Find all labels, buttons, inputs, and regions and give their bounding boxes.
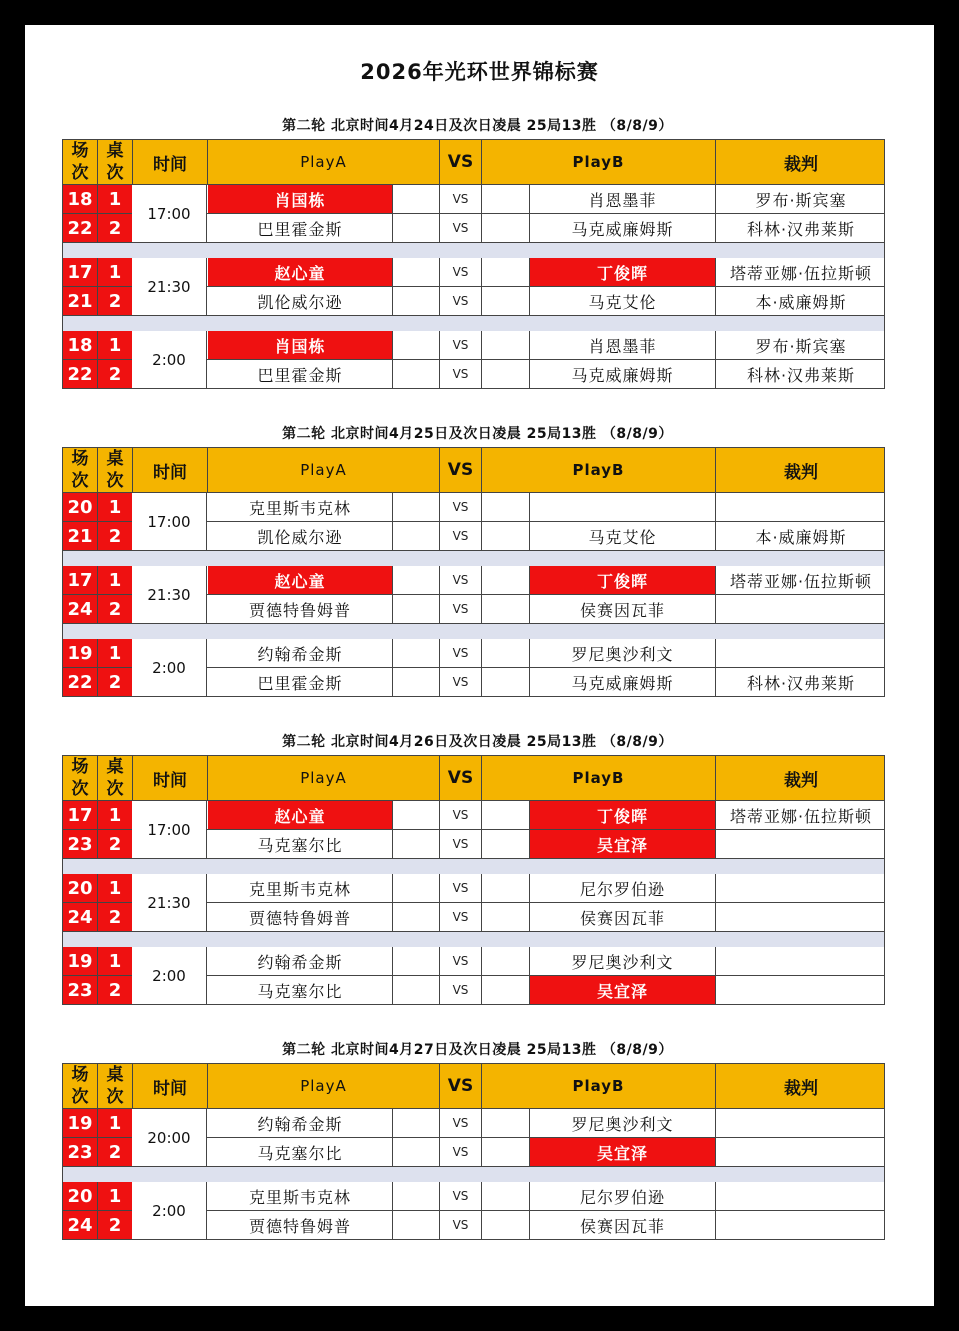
empty-cell: [393, 566, 440, 594]
empty-cell: [393, 1211, 440, 1239]
table-number: 2: [98, 1138, 133, 1166]
empty-cell: [482, 360, 530, 388]
header-label: 场: [71, 1065, 89, 1085]
header-label: 次: [71, 163, 89, 183]
player-b-name: 侯赛因瓦菲: [530, 595, 716, 623]
header-player-a: [208, 1064, 440, 1108]
vs-label: VS: [440, 801, 482, 829]
header-referee: [716, 140, 886, 184]
vs-label: VS: [440, 1138, 482, 1166]
session-group: [62, 258, 885, 316]
referee-name: [716, 595, 886, 623]
session-separator: [62, 859, 885, 874]
empty-cell: [482, 903, 530, 931]
player-a-name: 凯伦威尔逊: [208, 287, 393, 315]
header-label: 次: [106, 779, 124, 799]
referee-name: [716, 830, 886, 858]
empty-cell: [393, 258, 440, 286]
player-a-name: 肖国栋: [208, 185, 393, 213]
header-label: 次: [106, 471, 124, 491]
session-group: [62, 185, 885, 243]
referee-name: [716, 1138, 886, 1166]
table-number: 1: [98, 947, 133, 975]
empty-cell: [393, 214, 440, 242]
match-number: 18: [63, 331, 98, 359]
session-time: 17:00: [132, 801, 207, 859]
player-a-name: 马克塞尔比: [208, 976, 393, 1004]
empty-cell: [393, 947, 440, 975]
player-a-name: 巴里霍金斯: [208, 360, 393, 388]
player-b-name: [530, 493, 716, 521]
referee-name: 本·威廉姆斯: [755, 292, 847, 312]
match-number: 22: [63, 360, 98, 388]
player-b-name: 吴宜泽: [530, 830, 716, 858]
match-number: 17: [63, 801, 98, 829]
vs-label: VS: [440, 522, 482, 550]
empty-cell: [393, 522, 440, 550]
header-label: PlayA: [300, 153, 347, 171]
empty-cell: [482, 566, 530, 594]
vs-label: VS: [440, 830, 482, 858]
table-number: 1: [98, 801, 133, 829]
empty-cell: [482, 1182, 530, 1210]
player-b-name: 尼尔罗伯逊: [530, 1182, 716, 1210]
header-time: [133, 756, 208, 800]
session-time: 2:00: [132, 1182, 207, 1240]
header-time: [133, 1064, 208, 1108]
empty-cell: [393, 639, 440, 667]
referee-name: 塔蒂亚娜·伍拉斯顿: [729, 263, 873, 283]
session-separator: [62, 932, 885, 947]
empty-cell: [393, 595, 440, 623]
table-header: [62, 139, 885, 185]
header-label: 桌: [106, 1065, 124, 1085]
empty-cell: [393, 331, 440, 359]
empty-cell: [393, 287, 440, 315]
header-label: 次: [71, 779, 89, 799]
table-number: 1: [98, 639, 133, 667]
session-group: [62, 801, 885, 859]
vs-label: VS: [440, 360, 482, 388]
header-table-no: [98, 448, 133, 492]
vs-label: VS: [440, 1109, 482, 1137]
match-number: 24: [63, 903, 98, 931]
schedule-subtitle: 第二轮 北京时间4月26日及次日凌晨 25局13胜 （8/8/9）: [282, 734, 673, 750]
session-group: [62, 1182, 885, 1240]
header-label: 裁判: [784, 154, 818, 175]
header-table-no: [98, 1064, 133, 1108]
table-number: 2: [98, 360, 133, 388]
empty-cell: [482, 258, 530, 286]
player-b-name: 尼尔罗伯逊: [530, 874, 716, 902]
header-label: VS: [447, 1076, 474, 1096]
table-header: [62, 755, 885, 801]
table-number: 1: [98, 566, 133, 594]
header-label: 次: [106, 163, 124, 183]
player-b-name: 马克艾伦: [530, 287, 716, 315]
session-group: [62, 639, 885, 697]
header-player-a: [208, 140, 440, 184]
match-number: 24: [63, 1211, 98, 1239]
player-a-name: 约翰希金斯: [208, 639, 393, 667]
empty-cell: [393, 976, 440, 1004]
header-label: 桌: [106, 141, 124, 161]
match-number: 17: [63, 258, 98, 286]
referee-name: [716, 1211, 886, 1239]
session-time: 21:30: [132, 258, 207, 316]
empty-cell: [482, 639, 530, 667]
header-match-no: [63, 140, 98, 184]
empty-cell: [393, 1182, 440, 1210]
empty-cell: [393, 1109, 440, 1137]
empty-cell: [482, 185, 530, 213]
header-label: 裁判: [784, 1078, 818, 1099]
player-a-name: 约翰希金斯: [208, 947, 393, 975]
vs-label: VS: [440, 947, 482, 975]
empty-cell: [482, 874, 530, 902]
header-table-no: [98, 756, 133, 800]
page-title: 2026年光环世界锦标赛: [360, 60, 599, 84]
referee-name: 罗布·斯宾塞: [755, 336, 847, 356]
session-group: [62, 947, 885, 1005]
header-label: 场: [71, 449, 89, 469]
session-separator: [62, 1167, 885, 1182]
header-table-no: [98, 140, 133, 184]
match-number: 23: [63, 976, 98, 1004]
schedule-subtitle: 第二轮 北京时间4月24日及次日凌晨 25局13胜 （8/8/9）: [282, 118, 673, 134]
empty-cell: [482, 595, 530, 623]
header-label: 桌: [106, 757, 124, 777]
referee-name: [716, 947, 886, 975]
player-b-name: 罗尼奥沙利文: [530, 947, 716, 975]
referee-name: 塔蒂亚娜·伍拉斯顿: [729, 571, 873, 591]
referee-name: 罗布·斯宾塞: [755, 190, 847, 210]
empty-cell: [482, 1109, 530, 1137]
referee-name: 科林·汉弗莱斯: [746, 365, 856, 385]
referee-name: [716, 976, 886, 1004]
table-number: 2: [98, 903, 133, 931]
session-group: [62, 493, 885, 551]
header-label: 裁判: [784, 770, 818, 791]
player-b-name: 侯赛因瓦菲: [530, 1211, 716, 1239]
header-player-a: [208, 756, 440, 800]
vs-label: VS: [440, 639, 482, 667]
player-a-name: 马克塞尔比: [208, 1138, 393, 1166]
empty-cell: [393, 1138, 440, 1166]
schedule-section: [62, 113, 885, 389]
empty-cell: [482, 668, 530, 696]
session-time: 2:00: [132, 331, 207, 389]
vs-label: VS: [440, 668, 482, 696]
match-number: 21: [63, 522, 98, 550]
player-a-name: 克里斯韦克林: [208, 1182, 393, 1210]
referee-name: 科林·汉弗莱斯: [746, 219, 856, 239]
player-b-name: 吴宜泽: [530, 976, 716, 1004]
player-a-name: 巴里霍金斯: [208, 214, 393, 242]
match-number: 23: [63, 1138, 98, 1166]
match-number: 21: [63, 287, 98, 315]
player-b-name: 吴宜泽: [530, 1138, 716, 1166]
header-vs: [440, 140, 482, 184]
empty-cell: [482, 331, 530, 359]
header-player-b: [482, 1064, 716, 1108]
player-b-name: 丁俊晖: [530, 801, 716, 829]
session-separator: [62, 243, 885, 258]
header-vs: [440, 1064, 482, 1108]
schedule-subtitle: 第二轮 北京时间4月27日及次日凌晨 25局13胜 （8/8/9）: [282, 1042, 673, 1058]
header-label: PlayB: [572, 1077, 625, 1095]
table-number: 1: [98, 1182, 133, 1210]
player-a-name: 约翰希金斯: [208, 1109, 393, 1137]
header-label: PlayB: [572, 461, 625, 479]
schedule-subtitle: 第二轮 北京时间4月25日及次日凌晨 25局13胜 （8/8/9）: [282, 426, 673, 442]
match-number: 19: [63, 1109, 98, 1137]
session-separator: [62, 316, 885, 331]
player-a-name: 凯伦威尔逊: [208, 522, 393, 550]
player-b-name: 罗尼奥沙利文: [530, 639, 716, 667]
session-time: 21:30: [132, 566, 207, 624]
session-time: 17:00: [132, 493, 207, 551]
vs-label: VS: [440, 185, 482, 213]
table-number: 2: [98, 668, 133, 696]
referee-name: [716, 1109, 886, 1137]
header-match-no: [63, 448, 98, 492]
empty-cell: [393, 185, 440, 213]
match-number: 20: [63, 493, 98, 521]
session-group: [62, 331, 885, 389]
player-a-name: 赵心童: [208, 566, 393, 594]
empty-cell: [393, 801, 440, 829]
header-label: 次: [106, 1087, 124, 1107]
header-label: VS: [447, 768, 474, 788]
header-label: PlayA: [300, 1077, 347, 1095]
header-match-no: [63, 1064, 98, 1108]
session-separator: [62, 551, 885, 566]
table-number: 2: [98, 976, 133, 1004]
empty-cell: [482, 287, 530, 315]
player-b-name: 罗尼奥沙利文: [530, 1109, 716, 1137]
header-label: PlayB: [572, 153, 625, 171]
session-group: [62, 566, 885, 624]
referee-name: [716, 639, 886, 667]
match-number: 19: [63, 947, 98, 975]
header-label: PlayA: [300, 461, 347, 479]
header-label: 桌: [106, 449, 124, 469]
empty-cell: [482, 976, 530, 1004]
session-group: [62, 1109, 885, 1167]
match-number: 24: [63, 595, 98, 623]
referee-name: 塔蒂亚娜·伍拉斯顿: [729, 806, 873, 826]
session-time: 2:00: [132, 639, 207, 697]
vs-label: VS: [440, 976, 482, 1004]
header-label: 场: [71, 141, 89, 161]
vs-label: VS: [440, 595, 482, 623]
match-number: 20: [63, 874, 98, 902]
match-number: 23: [63, 830, 98, 858]
schedule-section: [62, 421, 885, 697]
player-a-name: 贾德特鲁姆普: [208, 1211, 393, 1239]
session-group: [62, 874, 885, 932]
table-number: 2: [98, 287, 133, 315]
vs-label: VS: [440, 287, 482, 315]
header-label: PlayA: [300, 769, 347, 787]
header-label: 次: [71, 471, 89, 491]
empty-cell: [482, 214, 530, 242]
match-number: 20: [63, 1182, 98, 1210]
header-label: 时间: [153, 1078, 187, 1099]
player-a-name: 肖国栋: [208, 331, 393, 359]
vs-label: VS: [440, 1211, 482, 1239]
referee-name: [716, 874, 886, 902]
referee-name: [716, 493, 886, 521]
vs-label: VS: [440, 493, 482, 521]
referee-name: 科林·汉弗莱斯: [746, 673, 856, 693]
empty-cell: [393, 903, 440, 931]
schedule-section: [62, 1037, 885, 1240]
header-label: VS: [447, 152, 474, 172]
player-a-name: 巴里霍金斯: [208, 668, 393, 696]
session-time: 21:30: [132, 874, 207, 932]
header-referee: [716, 448, 886, 492]
table-number: 1: [98, 331, 133, 359]
header-referee: [716, 756, 886, 800]
match-number: 22: [63, 214, 98, 242]
referee-name: [716, 1182, 886, 1210]
session-time: 17:00: [132, 185, 207, 243]
table-number: 1: [98, 185, 133, 213]
player-b-name: 侯赛因瓦菲: [530, 903, 716, 931]
match-number: 22: [63, 668, 98, 696]
player-b-name: 马克威廉姆斯: [530, 360, 716, 388]
header-time: [133, 140, 208, 184]
header-vs: [440, 756, 482, 800]
player-a-name: 克里斯韦克林: [208, 493, 393, 521]
empty-cell: [482, 493, 530, 521]
table-header: [62, 1063, 885, 1109]
player-a-name: 赵心童: [208, 801, 393, 829]
header-label: VS: [447, 460, 474, 480]
table-number: 2: [98, 595, 133, 623]
referee-name: 本·威廉姆斯: [755, 527, 847, 547]
table-number: 1: [98, 1109, 133, 1137]
header-vs: [440, 448, 482, 492]
player-a-name: 贾德特鲁姆普: [208, 903, 393, 931]
header-label: 时间: [153, 154, 187, 175]
match-number: 19: [63, 639, 98, 667]
empty-cell: [482, 947, 530, 975]
table-number: 2: [98, 830, 133, 858]
table-number: 2: [98, 522, 133, 550]
match-number: 18: [63, 185, 98, 213]
player-b-name: 肖恩墨菲: [530, 185, 716, 213]
table-number: 1: [98, 874, 133, 902]
vs-label: VS: [440, 903, 482, 931]
vs-label: VS: [440, 874, 482, 902]
header-label: PlayB: [572, 769, 625, 787]
player-b-name: 马克威廉姆斯: [530, 668, 716, 696]
header-label: 时间: [153, 770, 187, 791]
table-number: 1: [98, 258, 133, 286]
header-player-b: [482, 140, 716, 184]
header-label: 裁判: [784, 462, 818, 483]
vs-label: VS: [440, 214, 482, 242]
header-time: [133, 448, 208, 492]
player-a-name: 克里斯韦克林: [208, 874, 393, 902]
player-b-name: 肖恩墨菲: [530, 331, 716, 359]
player-b-name: 马克威廉姆斯: [530, 214, 716, 242]
table-header: [62, 447, 885, 493]
player-a-name: 贾德特鲁姆普: [208, 595, 393, 623]
header-label: 次: [71, 1087, 89, 1107]
referee-name: [716, 903, 886, 931]
table-number: 1: [98, 493, 133, 521]
empty-cell: [482, 522, 530, 550]
session-time: 2:00: [132, 947, 207, 1005]
player-a-name: 赵心童: [208, 258, 393, 286]
header-label: 场: [71, 757, 89, 777]
vs-label: VS: [440, 1182, 482, 1210]
empty-cell: [482, 801, 530, 829]
session-time: 20:00: [132, 1109, 207, 1167]
empty-cell: [393, 830, 440, 858]
empty-cell: [393, 668, 440, 696]
vs-label: VS: [440, 566, 482, 594]
player-a-name: 马克塞尔比: [208, 830, 393, 858]
empty-cell: [393, 360, 440, 388]
empty-cell: [393, 493, 440, 521]
header-player-b: [482, 448, 716, 492]
empty-cell: [482, 1211, 530, 1239]
player-b-name: 丁俊晖: [530, 566, 716, 594]
table-number: 2: [98, 1211, 133, 1239]
match-number: 17: [63, 566, 98, 594]
table-number: 2: [98, 214, 133, 242]
header-referee: [716, 1064, 886, 1108]
player-b-name: 马克艾伦: [530, 522, 716, 550]
session-separator: [62, 624, 885, 639]
header-label: 时间: [153, 462, 187, 483]
empty-cell: [482, 830, 530, 858]
empty-cell: [482, 1138, 530, 1166]
header-match-no: [63, 756, 98, 800]
empty-cell: [393, 874, 440, 902]
schedule-section: [62, 729, 885, 1005]
vs-label: VS: [440, 258, 482, 286]
player-b-name: 丁俊晖: [530, 258, 716, 286]
header-player-b: [482, 756, 716, 800]
vs-label: VS: [440, 331, 482, 359]
header-player-a: [208, 448, 440, 492]
